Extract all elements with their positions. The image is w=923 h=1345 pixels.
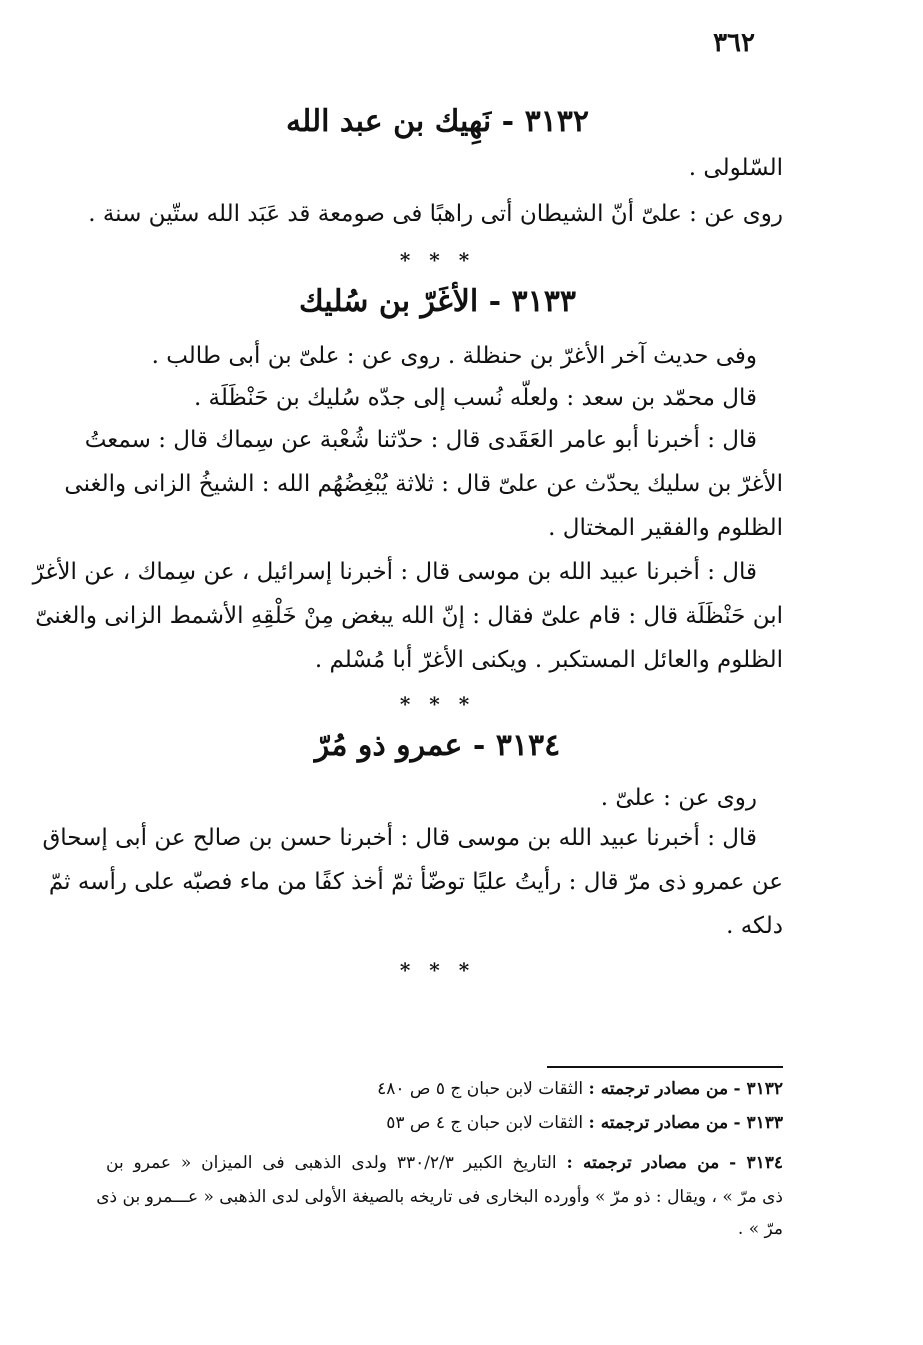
footnote-text: التاريخ الكبير ٣٣٠/٢/٣ ولدى الذهبى فى الميزان « عمرو بن xyxy=(106,1153,557,1173)
footnote-continuation: ذى مرّ » ، ويقال : ذو مرّ » وأورده البخارى فى تاريخه بالصيغة الأولى لدى الذهبى « عـــمرو بن ذى xyxy=(96,1187,783,1207)
footnote-number: ٣١٣٣ - xyxy=(733,1113,783,1133)
text-line: ابن حَنْظَلَة قال : قام علىّ فقال : إنّ الله يبغض مِنْ خَلْقِهِ الأشمط الزانى والغنىّ xyxy=(35,603,783,629)
text-line: عن عمرو ذى مرّ قال : رأيتُ عليًا توضّأ ثمّ أخذ كفًا من ماء فصبّه على رأسه ثمّ xyxy=(48,869,783,895)
footnote-3132 xyxy=(112,1076,783,1102)
footnote-number: ٣١٣٤ - xyxy=(729,1153,784,1173)
footnote-label: من مصادر ترجمته : xyxy=(588,1079,729,1099)
text-line: الظلوم والعائل المستكبر . ويكنى الأغرّ أبا مُسْلم . xyxy=(314,647,783,673)
text-line: روى عن : علىّ أنّ الشيطان أتى راهبًا فى صومعة قد عَبَد الله ستّين سنة . xyxy=(88,201,783,227)
footnote-continuation: مرّ » . xyxy=(737,1219,783,1239)
text-line: الظلوم والفقير المختال . xyxy=(548,515,783,541)
entry-title-3134: ٣١٣٤ - عمرو ذو مُرّ xyxy=(314,728,561,763)
section-separator: * * * xyxy=(399,958,476,982)
text-line: السّلولى . xyxy=(688,155,783,181)
text-line: قال محمّد بن سعد : ولعلّه نُسب إلى جدّه سُليك بن حَنْظَلَة . xyxy=(193,385,757,411)
text-line: الأغرّ بن سليك يحدّث عن علىّ قال : ثلاثة يُبْغِضُهُم الله : الشيخُ الزانى والغنى xyxy=(64,471,783,497)
footnote-label: من مصادر ترجمته : xyxy=(566,1153,720,1173)
footnote-label: من مصادر ترجمته : xyxy=(588,1113,729,1133)
text-line: روى عن : علىّ . xyxy=(600,785,757,811)
footnote-number: ٣١٣٢ - xyxy=(733,1079,783,1099)
footnote-3133 xyxy=(112,1110,783,1136)
footnote-text: الثقات لابن حبان ج ٥ ص ٤٨٠ xyxy=(377,1079,584,1099)
section-separator: * * * xyxy=(399,692,476,716)
page-number: ٣٦٢ xyxy=(713,28,755,58)
entry-title-3133: ٣١٣٣ - الأغَرّ بن سُليك xyxy=(299,284,576,319)
text-line: قال : أخبرنا أبو عامر العَقَدى قال : حدّثنا شُعْبة عن سِماك قال : سمعتُ xyxy=(84,427,757,453)
footnote-text: الثقات لابن حبان ج ٤ ص ٥٣ xyxy=(386,1113,584,1133)
text-line: وفى حديث آخر الأغرّ بن حنظلة . روى عن : علىّ بن أبى طالب . xyxy=(151,343,757,369)
footnote-rule xyxy=(547,1066,783,1068)
text-line: قال : أخبرنا عبيد الله بن موسى قال : أخبرنا حسن بن صالح عن أبى إسحاق xyxy=(42,825,757,851)
text-line: قال : أخبرنا عبيد الله بن موسى قال : أخبرنا إسرائيل ، عن سِماك ، عن الأغرّ xyxy=(32,559,757,585)
text-line: دلكه . xyxy=(726,913,783,939)
footnote-3134 xyxy=(106,1150,783,1176)
section-separator: * * * xyxy=(399,248,476,272)
entry-title-3132: ٣١٣٢ - نَهِيك بن عبد الله xyxy=(285,104,590,139)
